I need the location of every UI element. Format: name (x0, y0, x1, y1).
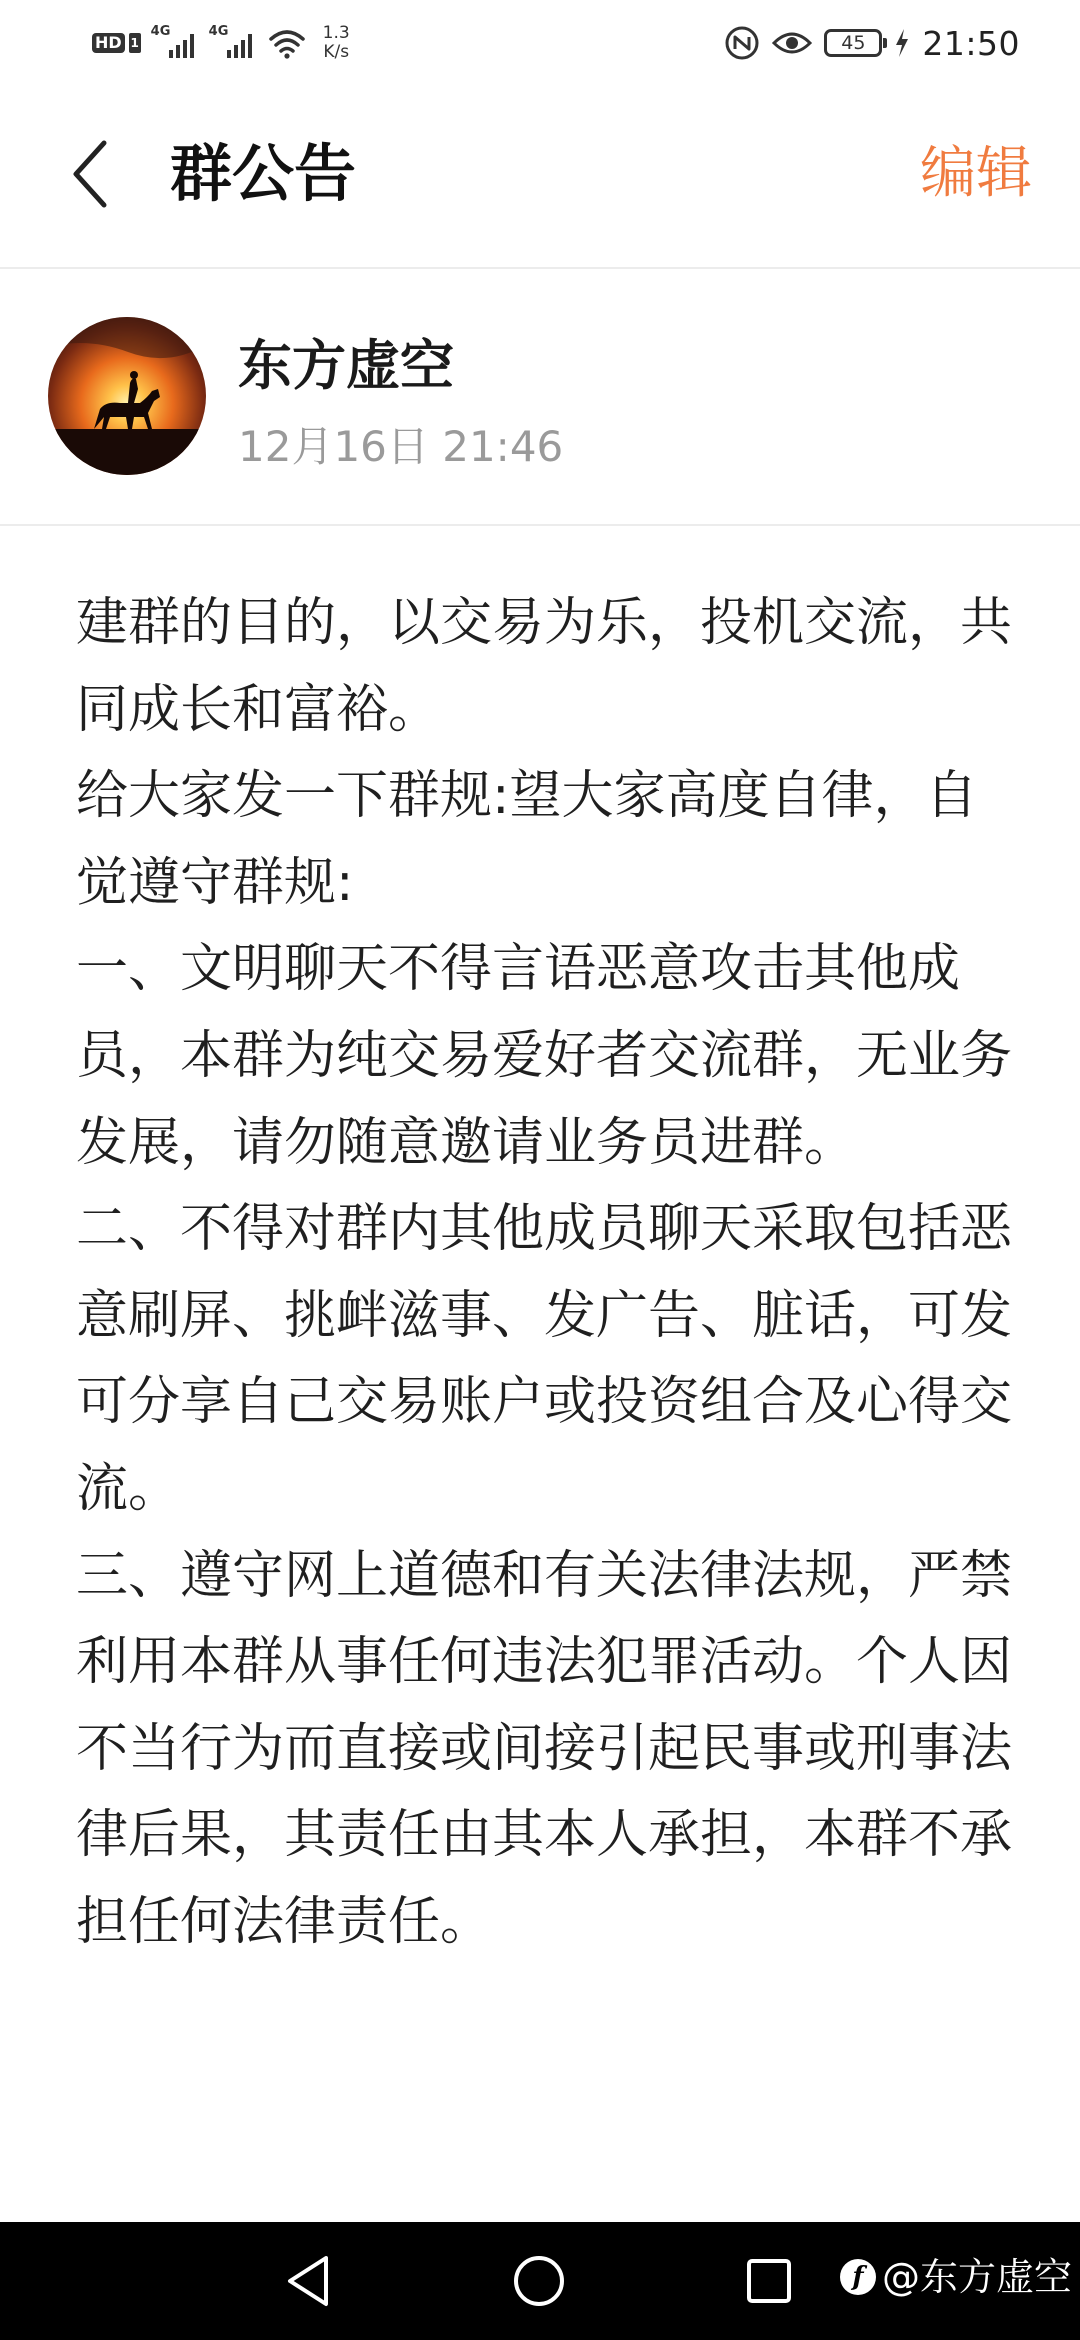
announcement-paragraph: 三、遵守网上道德和有关法律法规，严禁利用本群从事任何违法犯罪活动。个人因不当行为而直接或间接引起民事或刑事法律后果，其责任由其本人承担，本群不承担任何法律责任。 (76, 1545, 1013, 1952)
battery-level: 45 (841, 32, 866, 54)
announcement-paragraph: 一、文明聊天不得言语恶意攻击其他成员，本群为纯交易爱好者交流群，无业务发展，请勿随意邀请业务员进群。 (76, 939, 1013, 1173)
announcement-paragraph: 给大家发一下群规:望大家高度自律，自觉遵守群规: (76, 766, 978, 913)
triangle-back-icon (284, 2253, 334, 2309)
post-timestamp: 12月16日 21:46 (238, 422, 564, 471)
speed-unit: K/s (323, 42, 350, 62)
square-recents-icon (744, 2256, 794, 2306)
weibo-logo-icon: f (840, 2259, 876, 2295)
speed-value: 1.3 (322, 23, 350, 43)
nav-home-button[interactable] (504, 2246, 574, 2316)
network-speed (323, 24, 350, 62)
battery-icon (824, 29, 882, 57)
nav-back-button[interactable] (274, 2246, 344, 2316)
announcement-content (76, 580, 1016, 2170)
back-button[interactable] (60, 134, 120, 214)
status-left (92, 18, 350, 68)
nav-recents-button[interactable] (734, 2246, 804, 2316)
system-nav-bar (0, 2222, 1080, 2340)
watermark (840, 2252, 1072, 2302)
signal-icon-2 (209, 26, 257, 60)
nfc-icon (724, 25, 760, 61)
announcement-paragraph: 二、不得对群内其他成员聊天采取包括恶意刷屏、挑衅滋事、发广告、脏话，可发可分享自己交易账户或投资组合及心得交流。 (76, 1199, 1013, 1519)
status-right (724, 18, 1020, 68)
avatar-image (48, 317, 206, 475)
hd-icon (92, 33, 141, 53)
hd-label: HD (92, 33, 125, 53)
author-name[interactable]: 东方虚空 (238, 334, 454, 397)
status-bar (0, 0, 1080, 84)
network-type-label-2: 4G (208, 24, 229, 39)
announcement-paragraph: 建群的目的，以交易为乐，投机交流，共同成长和富裕。 (76, 593, 1013, 740)
eye-icon (772, 29, 812, 57)
author-info (0, 269, 1080, 526)
clock: 21:50 (922, 23, 1020, 63)
charging-icon (894, 28, 910, 58)
sim-slot-label: 1 (129, 33, 141, 53)
circle-home-icon (511, 2253, 567, 2309)
signal-icon (151, 26, 199, 60)
edit-button[interactable]: 编辑 (920, 141, 1032, 206)
watermark-text: @东方虚空 (881, 2255, 1072, 2299)
wifi-icon (267, 26, 307, 60)
page-title: 群公告 (170, 137, 357, 210)
chevron-left-icon (70, 139, 110, 209)
avatar[interactable] (48, 317, 206, 475)
network-type-label: 4G (150, 24, 171, 39)
scroll-fade (0, 2150, 1080, 2220)
title-bar (0, 84, 1080, 269)
